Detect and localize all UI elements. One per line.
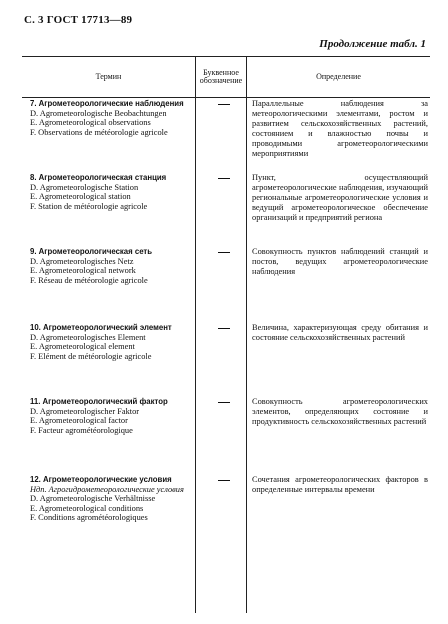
term-english: E. Agrometeorological observations — [30, 118, 151, 128]
term-title: Агрометеорологические условия — [42, 475, 172, 484]
term-number: 11. — [30, 397, 41, 406]
term-french: F. Elément de météorologie agricole — [30, 351, 152, 361]
table-header-row — [22, 57, 430, 98]
definition-cell: Совокупность пунктов наблюдений станций и постов, ведущих агрометеорологические наблюдения — [252, 247, 428, 276]
term-cell — [30, 323, 185, 361]
page-header: С. 3 ГОСТ 17713—89 — [24, 14, 133, 26]
term-number: 12. — [30, 475, 41, 484]
term-english: E. Agrometeorological network — [30, 266, 136, 276]
definition-cell: Сочетания агрометеорологических факторов в определенные интервалы времени — [252, 475, 428, 494]
term-english: E. Agrometeorological conditions — [30, 503, 144, 513]
term-title: Агрометеорологический фактор — [42, 397, 168, 406]
term-german: D. Agrometeorologisches Netz — [30, 256, 134, 266]
term-french: F. Facteur agrométéorologique — [30, 425, 133, 435]
term-number: 8. — [30, 173, 37, 182]
terms-table — [22, 56, 430, 613]
term-french: F. Conditions agrométéorologiques — [30, 513, 148, 523]
term-german: D. Agrometeorologische Station — [30, 182, 139, 192]
column-divider — [246, 57, 247, 613]
term-number: 9. — [30, 247, 37, 256]
term-cell — [30, 475, 185, 523]
term-german: D. Agrometeorologische Beobachtungen — [30, 108, 167, 118]
definition-cell: Параллельные наблюдения за метеорологическими элементами, ростом и развитием сельскохозяйственных растений, состоянием и влажностью почвы и проводимыми агрометеорологическими мероприятиями — [252, 99, 428, 158]
term-cell — [30, 99, 185, 137]
term-french: F. Observations de météorologie agricole — [30, 127, 168, 137]
term-german: D. Agrometeorologische Verhältnisse — [30, 494, 156, 504]
definition-cell: Пункт, осуществляющий агрометеорологические наблюдения, изучающий региональные агрометеорологические условия и ведущий агрометеорологическое обеспечение организаций и предприятий региона — [252, 173, 428, 222]
term-deprecated-note: Ндп. Агрогидрометеорологические условия — [30, 484, 184, 494]
definition-cell: Величина, характеризующая среду обитания и состояние сельскохозяйственных растений — [252, 323, 428, 342]
designation-dash — [218, 480, 230, 481]
term-title: Агрометеорологическая станция — [38, 173, 167, 182]
term-french: F. Station de météorologie agricole — [30, 201, 148, 211]
designation-dash — [218, 328, 230, 329]
term-number: 7. — [30, 99, 37, 108]
designation-dash — [218, 104, 230, 105]
table-continuation-label: Продолжение табл. 1 — [319, 38, 426, 50]
term-english: E. Agrometeorological element — [30, 342, 135, 352]
definition-cell: Совокупность агрометеорологических элементов, определяющих состояние и продуктивность сельскохозяйственных растений — [252, 397, 428, 426]
term-title: Агрометеорологическая сеть — [38, 247, 153, 256]
term-german: D. Agrometeorologischer Faktor — [30, 406, 140, 416]
column-header-letter-designation: Буквенное обозначение — [199, 68, 243, 85]
term-title: Агрометеорологические наблюдения — [38, 99, 184, 108]
designation-dash — [218, 178, 230, 179]
term-cell — [30, 397, 185, 435]
term-english: E. Agrometeorological station — [30, 192, 131, 202]
column-header-term: Термин — [95, 72, 122, 81]
term-cell — [30, 247, 185, 285]
designation-dash — [218, 252, 230, 253]
designation-dash — [218, 402, 230, 403]
term-english: E. Agrometeorological factor — [30, 416, 128, 426]
term-german: D. Agrometeorologisches Element — [30, 332, 146, 342]
term-french: F. Réseau de météorologie agricole — [30, 275, 148, 285]
column-divider — [195, 57, 196, 613]
column-header-definition: Определение — [316, 72, 361, 81]
term-number: 10. — [30, 323, 41, 332]
term-cell — [30, 173, 185, 211]
term-title: Агрометеорологический элемент — [42, 323, 172, 332]
